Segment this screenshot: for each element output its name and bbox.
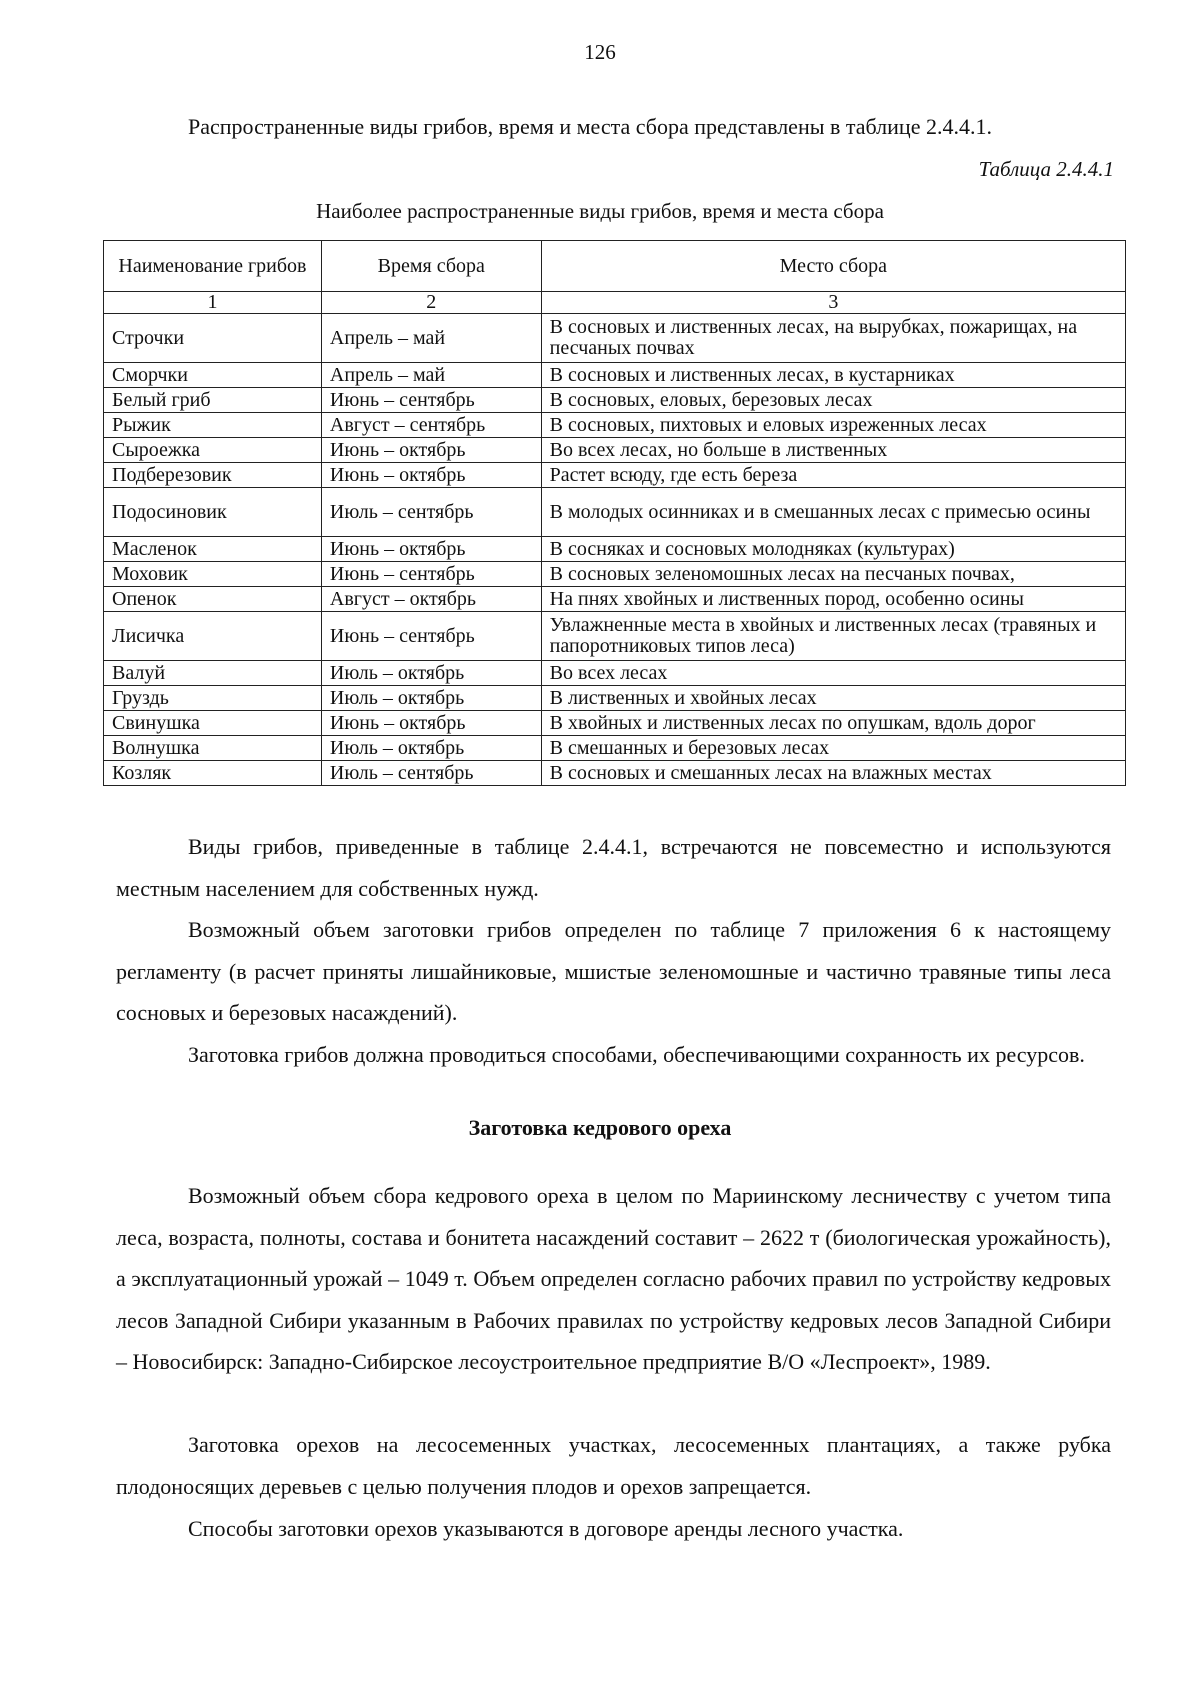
header-place: Место сбора	[541, 241, 1125, 292]
table-row	[104, 463, 1126, 488]
table-row	[104, 612, 1126, 661]
mushroom-name: Строчки	[104, 314, 322, 363]
column-number: 3	[541, 292, 1125, 314]
collection-time: Июнь – октябрь	[321, 537, 541, 562]
collection-time: Июнь – сентябрь	[321, 612, 541, 661]
collection-place: В сосняках и сосновых молодняках (культурах)	[541, 537, 1125, 562]
mushroom-name: Подберезовик	[104, 463, 322, 488]
mushroom-name: Опенок	[104, 587, 322, 612]
paragraph-cedar-methods: Способы заготовки орехов указываются в договоре аренды лесного участка.	[188, 1516, 904, 1541]
table-row	[104, 711, 1126, 736]
collection-time: Июль – сентябрь	[321, 488, 541, 537]
mushroom-name: Свинушка	[104, 711, 322, 736]
mushroom-name: Груздь	[104, 686, 322, 711]
mushroom-name: Масленок	[104, 537, 322, 562]
table-row	[104, 661, 1126, 686]
collection-time: Июль – сентябрь	[321, 761, 541, 786]
mushroom-table	[103, 240, 1126, 786]
mushroom-name: Моховик	[104, 562, 322, 587]
paragraph-harvest-methods: Заготовка грибов должна проводиться способами, обеспечивающими сохранность их ресурсов.	[188, 1042, 1085, 1067]
mushroom-name: Лисичка	[104, 612, 322, 661]
header-time: Время сбора	[321, 241, 541, 292]
collection-time: Июль – октябрь	[321, 686, 541, 711]
collection-place: В сосновых и смешанных лесах на влажных местах	[541, 761, 1125, 786]
collection-time: Июнь – октябрь	[321, 463, 541, 488]
collection-place: В лиственных и хвойных лесах	[541, 686, 1125, 711]
collection-time: Июнь – сентябрь	[321, 562, 541, 587]
paragraph-cedar-volume: Возможный объем сбора кедрового ореха в целом по Мариинскому лесничеству с учетом типа леса, возраста, полноты, состава и бонитета насаждений составит – 2622 т (биологическая урожайность), а эксплуатационный урожай – 1049 т. Объем определен согласно рабочих правил по устройству кедровых лесов Западной Сибири указанным в Рабочих правилах по устройству кедровых лесов Западной Сибири – Новосибирск: Западно-Сибирское лесоустроительное предприятие В/О «Леспроект», 1989.	[116, 1183, 1111, 1374]
table-header-row	[104, 241, 1126, 292]
mushroom-name: Волнушка	[104, 736, 322, 761]
collection-time: Апрель – май	[321, 363, 541, 388]
collection-place: В сосновых, пихтовых и еловых изреженных лесах	[541, 413, 1125, 438]
collection-time: Июль – октябрь	[321, 736, 541, 761]
collection-place: В сосновых, еловых, березовых лесах	[541, 388, 1125, 413]
header-name: Наименование грибов	[104, 241, 322, 292]
table-row	[104, 413, 1126, 438]
paragraph-cedar-prohibition: Заготовка орехов на лесосеменных участках, лесосеменных плантациях, а также рубка плодоносящих деревьев с целью получения плодов и орехов запрещается.	[116, 1432, 1111, 1499]
column-number-row	[104, 292, 1126, 314]
collection-time: Июнь – октябрь	[321, 438, 541, 463]
table-row	[104, 686, 1126, 711]
collection-time: Август – октябрь	[321, 587, 541, 612]
mushroom-name: Рыжик	[104, 413, 322, 438]
collection-place: В сосновых и лиственных лесах, на вырубках, пожарищах, на песчаных почвах	[541, 314, 1125, 363]
table-caption: Наиболее распространенные виды грибов, время и места сбора	[316, 199, 884, 223]
table-row	[104, 537, 1126, 562]
collection-place: Растет всюду, где есть береза	[541, 463, 1125, 488]
column-number: 1	[104, 292, 322, 314]
column-number: 2	[321, 292, 541, 314]
collection-place: На пнях хвойных и лиственных пород, особенно осины	[541, 587, 1125, 612]
collection-place: В хвойных и лиственных лесах по опушкам, вдоль дорог	[541, 711, 1125, 736]
table-row	[104, 587, 1126, 612]
collection-time: Апрель – май	[321, 314, 541, 363]
table-label: Таблица 2.4.4.1	[978, 157, 1114, 181]
intro-paragraph: Распространенные виды грибов, время и места сбора представлены в таблице 2.4.4.1.	[188, 114, 992, 139]
paragraph-fungi-usage: Виды грибов, приведенные в таблице 2.4.4.1, встречаются не повсеместно и используются местным населением для собственных нужд.	[116, 834, 1111, 901]
table-row	[104, 314, 1126, 363]
mushroom-name: Сморчки	[104, 363, 322, 388]
collection-place: Во всех лесах	[541, 661, 1125, 686]
collection-place: Увлажненные места в хвойных и лиственных лесах (травяных и папоротниковых типов леса)	[541, 612, 1125, 661]
table-row	[104, 488, 1126, 537]
collection-time: Август – сентябрь	[321, 413, 541, 438]
collection-place: В сосновых и лиственных лесах, в кустарниках	[541, 363, 1125, 388]
mushroom-name: Подосиновик	[104, 488, 322, 537]
mushroom-name: Валуй	[104, 661, 322, 686]
table-row	[104, 438, 1126, 463]
table-row	[104, 562, 1126, 587]
collection-place: Во всех лесах, но больше в лиственных	[541, 438, 1125, 463]
mushroom-name: Козляк	[104, 761, 322, 786]
collection-time: Июнь – сентябрь	[321, 388, 541, 413]
collection-place: В сосновых зеленомошных лесах на песчаных почвах,	[541, 562, 1125, 587]
collection-place: В молодых осинниках и в смешанных лесах с примесью осины	[541, 488, 1125, 537]
collection-time: Июнь – октябрь	[321, 711, 541, 736]
table-row	[104, 761, 1126, 786]
paragraph-harvest-volume: Возможный объем заготовки грибов определен по таблице 7 приложения 6 к настоящему регламенту (в расчет приняты лишайниковые, мшистые зеленомошные и частично травяные типы леса сосновых и березовых насаждений).	[116, 917, 1111, 1025]
table-row	[104, 363, 1126, 388]
section-heading: Заготовка кедрового ореха	[468, 1115, 732, 1140]
mushroom-name: Сыроежка	[104, 438, 322, 463]
collection-place: В смешанных и березовых лесах	[541, 736, 1125, 761]
table-row	[104, 736, 1126, 761]
collection-time: Июль – октябрь	[321, 661, 541, 686]
page-number: 126	[584, 40, 616, 64]
mushroom-name: Белый гриб	[104, 388, 322, 413]
table-row	[104, 388, 1126, 413]
